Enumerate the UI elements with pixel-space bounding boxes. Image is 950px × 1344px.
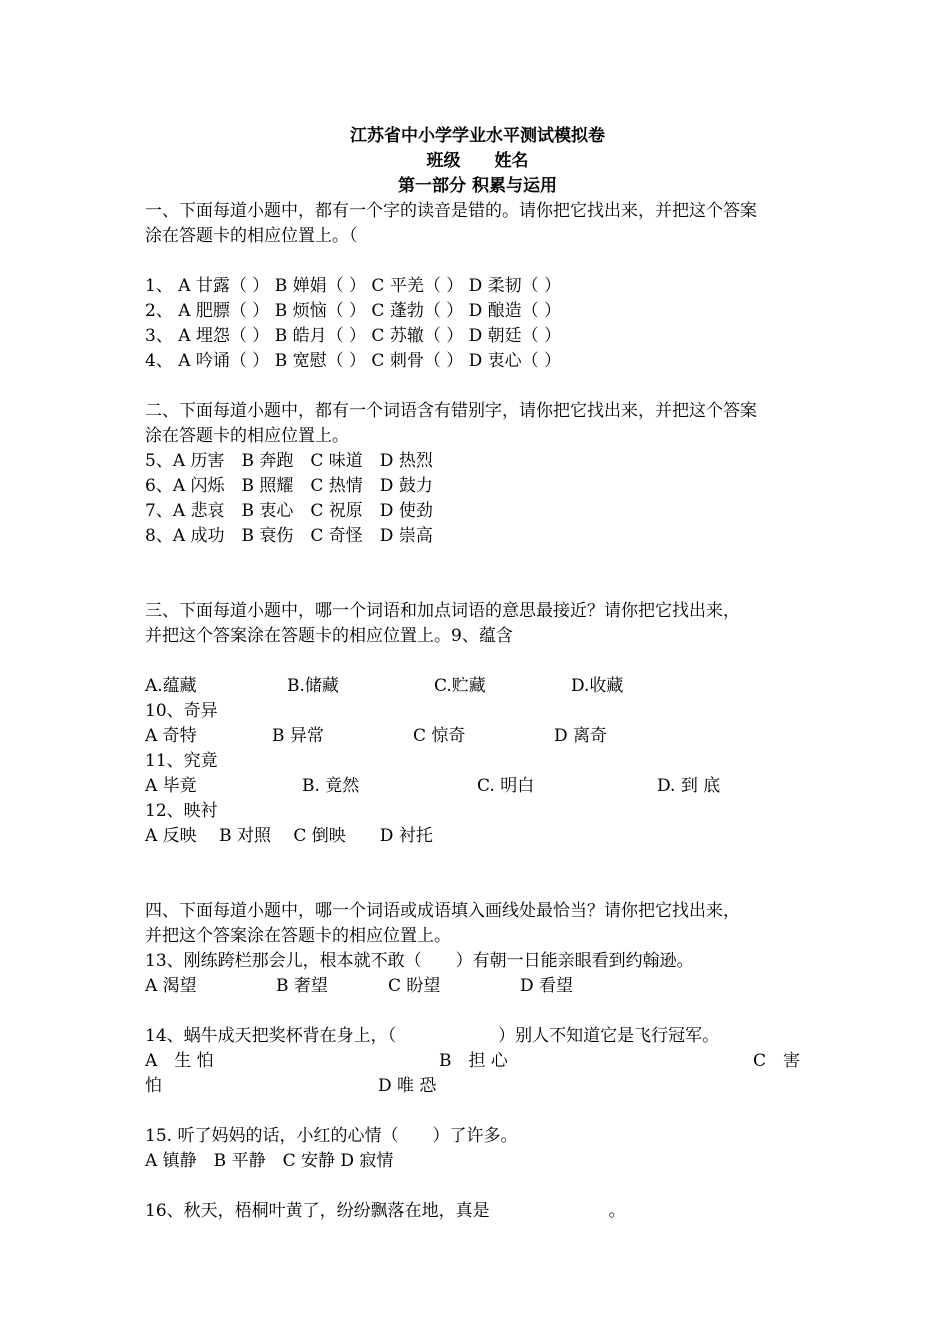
option-c: C 害 bbox=[753, 1051, 801, 1071]
section3-instruction-cont: 并把这个答案涂在答题卡的相应位置上。9、蕴含 bbox=[145, 626, 513, 646]
question-14: 14、蜗牛成天把奖杯背在身上，（ ）别人不知道它是飞行冠军。 bbox=[145, 1026, 720, 1046]
question-13: 13、刚练跨栏那会儿，根本就不敢（ ）有朝一日能亲眼看到约翰逊。 bbox=[145, 951, 694, 971]
section2-instruction-cont: 涂在答题卡的相应位置上。 bbox=[145, 426, 349, 446]
exam-page bbox=[145, 124, 810, 1224]
question-8: 8、A 成功 B 衰伤 C 奇怪 D 崇高 bbox=[145, 526, 433, 546]
option-c: C. 明白 bbox=[477, 776, 535, 796]
question-6: 6、A 闪烁 B 照耀 C 热情 D 鼓力 bbox=[145, 476, 433, 496]
option-b: B 担 心 bbox=[439, 1051, 508, 1071]
option-c: C 盼望 bbox=[388, 976, 441, 996]
question-9-options bbox=[145, 674, 810, 699]
section4-instruction-cont: 并把这个答案涂在答题卡的相应位置上。 bbox=[145, 926, 451, 946]
option-a: A 毕竟 bbox=[145, 776, 197, 796]
option-d: D 唯 恐 bbox=[378, 1076, 437, 1096]
question-15-options: A 镇静 B 平静 C 安静 D 寂情 bbox=[145, 1151, 394, 1171]
option-d: D 看望 bbox=[520, 976, 574, 996]
class-name-line: 班级 姓名 bbox=[426, 151, 529, 171]
section1-instruction-cont: 涂在答题卡的相应位置上。（ bbox=[145, 226, 358, 246]
question-3: 3、 A 埋怨（ ） B 皓月（ ） C 苏辙（ ） D 朝廷（ ） bbox=[145, 326, 562, 346]
section2-instruction: 二、下面每道小题中，都有一个词语含有错别字，请你把它找出来，并把这个答案 bbox=[145, 401, 757, 421]
option-a: A 生 怕 bbox=[145, 1051, 214, 1071]
question-7: 7、A 悲哀 B 衷心 C 祝原 D 使劲 bbox=[145, 501, 433, 521]
question-10-options bbox=[145, 724, 810, 749]
question-12: 12、映衬 bbox=[145, 801, 218, 821]
question-14-options-cont bbox=[145, 1074, 810, 1099]
section1-instruction: 一、下面每道小题中，都有一个字的读音是错的。请你把它找出来，并把这个答案 bbox=[145, 201, 757, 221]
option-a: A 渴望 bbox=[145, 976, 197, 996]
option-a: A 奇特 bbox=[145, 726, 197, 746]
question-13-options bbox=[145, 974, 810, 999]
question-16: 16、秋天，梧桐叶黄了，纷纷飘落在地，真是 。 bbox=[145, 1201, 626, 1221]
option-a: A.蕴藏 bbox=[145, 676, 197, 696]
question-15: 15. 听了妈妈的话，小红的心情（ ）了许多。 bbox=[145, 1126, 518, 1146]
question-1: 1、 A 甘露（ ） B 婵娟（ ） C 平羌（ ） D 柔韧（ ） bbox=[145, 276, 562, 296]
question-10: 10、奇异 bbox=[145, 701, 218, 721]
question-14-options bbox=[145, 1049, 810, 1074]
question-5: 5、A 历害 B 奔跑 C 味道 D 热烈 bbox=[145, 451, 433, 471]
question-12-options: A 反映 B 对照 C 倒映 D 衬托 bbox=[145, 826, 433, 846]
section3-instruction: 三、下面每道小题中，哪一个词语和加点词语的意思最接近？请你把它找出来， bbox=[145, 601, 740, 621]
option-b: B. 竟然 bbox=[302, 776, 360, 796]
option-c: C 惊奇 bbox=[413, 726, 466, 746]
question-2: 2、 A 肥膘（ ） B 烦恼（ ） C 蓬勃（ ） D 酿造（ ） bbox=[145, 301, 562, 321]
option-c-cont: 怕 bbox=[145, 1076, 162, 1096]
option-d: D 离奇 bbox=[554, 726, 608, 746]
option-b: B.储藏 bbox=[287, 676, 339, 696]
option-c: C.贮藏 bbox=[434, 676, 486, 696]
question-11-options bbox=[145, 774, 810, 799]
option-d: D. 到 底 bbox=[657, 776, 721, 796]
part-title: 第一部分 积累与运用 bbox=[398, 176, 557, 196]
option-b: B 奢望 bbox=[276, 976, 328, 996]
option-b: B 异常 bbox=[272, 726, 324, 746]
section4-instruction: 四、下面每道小题中，哪一个词语或成语填入画线处最恰当？请你把它找出来， bbox=[145, 901, 740, 921]
question-4: 4、 A 吟诵（ ） B 宽慰（ ） C 刺骨（ ） D 衷心（ ） bbox=[145, 351, 562, 371]
option-d: D.收藏 bbox=[571, 676, 624, 696]
exam-title: 江苏省中小学学业水平测试模拟卷 bbox=[350, 126, 605, 146]
question-11: 11、究竟 bbox=[145, 751, 218, 771]
